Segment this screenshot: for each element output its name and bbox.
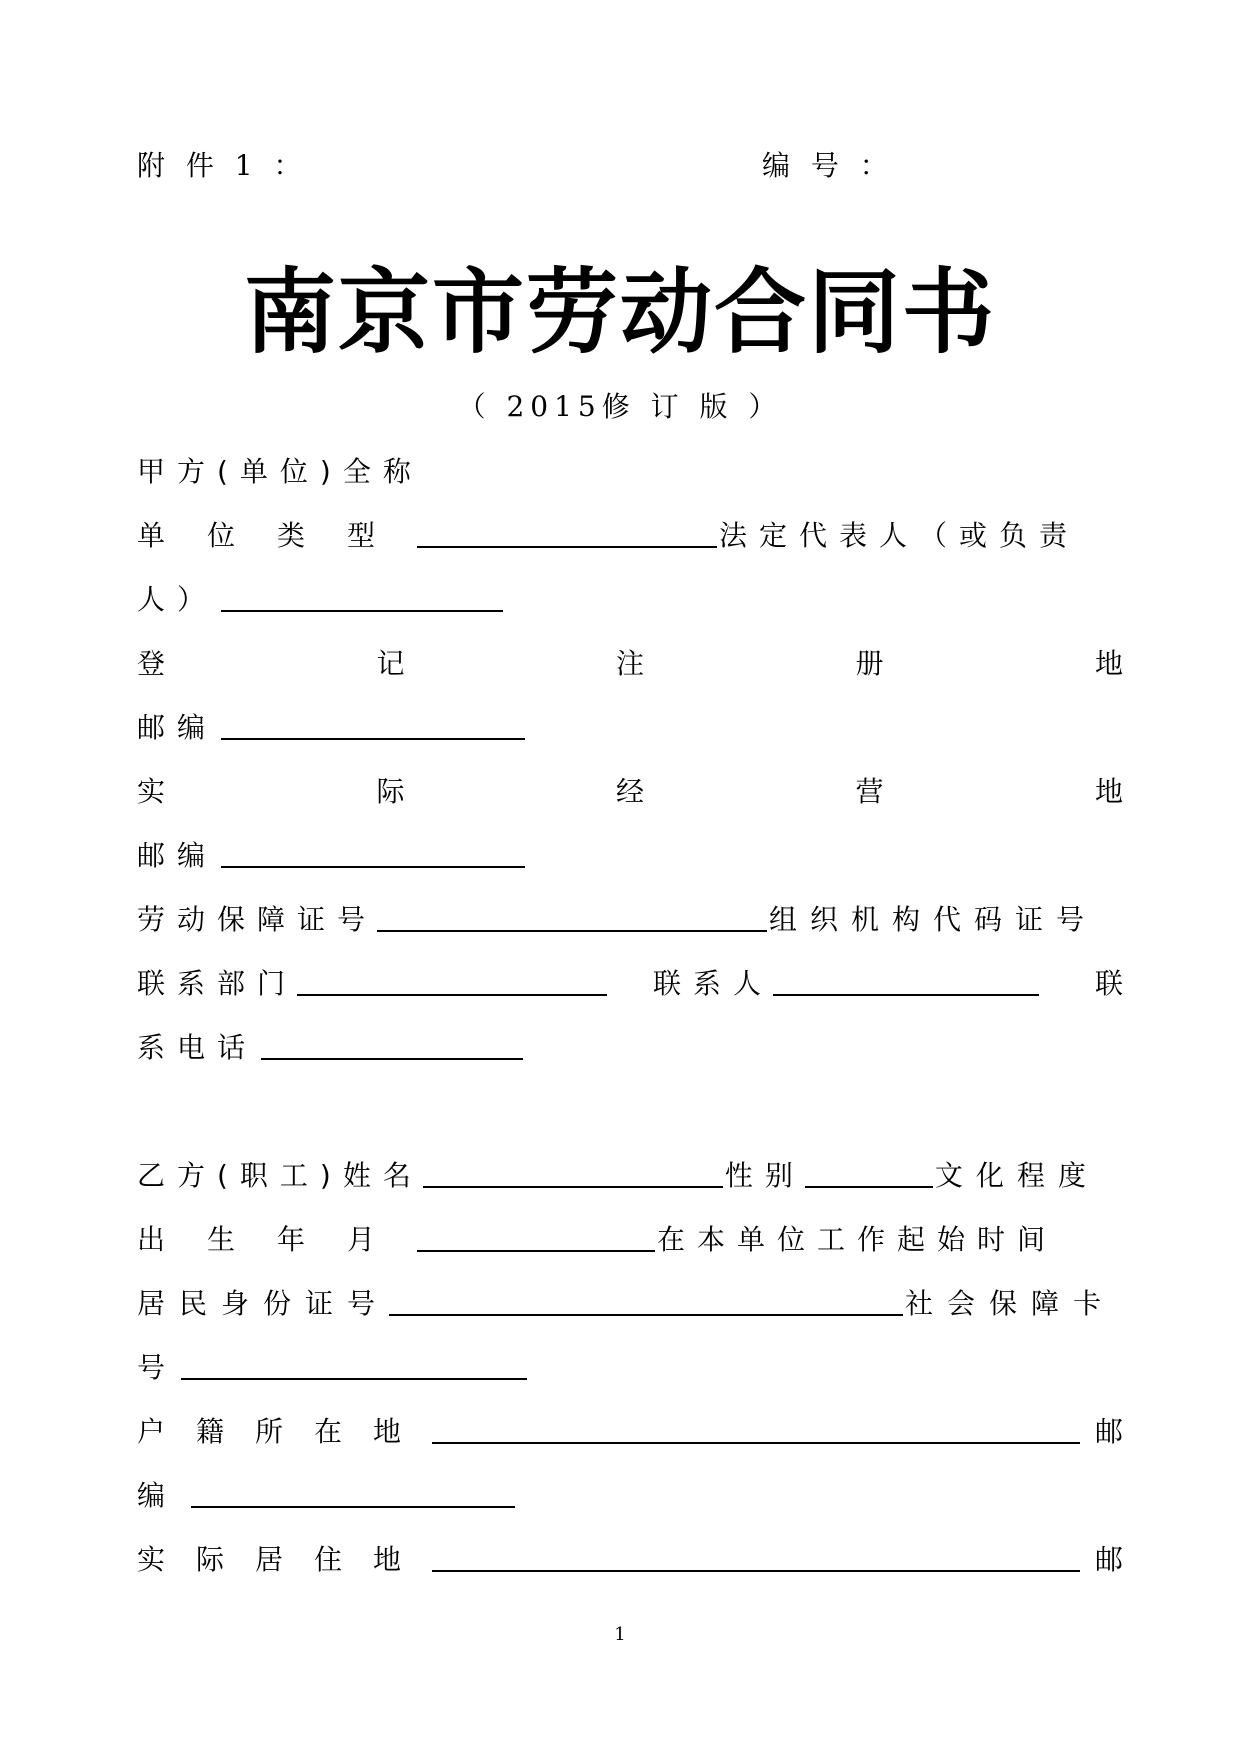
party-b-name-row (137, 1150, 1123, 1194)
social-card-blank[interactable] (181, 1378, 527, 1380)
header-row (137, 140, 1123, 184)
actual-address-char: 经 (615, 775, 644, 808)
unit-type-row (137, 510, 1123, 554)
unit-type-label: 单位类型 (137, 519, 418, 552)
contact-dept-label: 联系部门 (137, 967, 298, 1000)
org-code-label: 组织机构代码证号 (769, 903, 1098, 936)
id-row (137, 1278, 1123, 1322)
residence-postcode-start: 邮 (1094, 1543, 1123, 1576)
number-label: 编 号 ： (762, 149, 894, 182)
id-blank[interactable] (389, 1314, 903, 1316)
social-card-row (137, 1342, 1123, 1386)
household-row (137, 1406, 1123, 1450)
contact-phone-label-start: 联 (1094, 967, 1123, 1000)
reg-address-char: 注 (615, 647, 644, 680)
residence-label: 实际居住地 (137, 1543, 433, 1576)
residence-blank[interactable] (432, 1570, 1080, 1572)
birth-row (137, 1214, 1123, 1258)
postcode-blank-2[interactable] (221, 866, 525, 868)
actual-address-row (137, 766, 1123, 810)
contact-phone-label: 系电话 (137, 1031, 258, 1064)
education-label: 文化程度 (934, 1159, 1099, 1192)
reg-address-char: 记 (376, 647, 405, 680)
birth-label: 出生年月 (137, 1223, 418, 1256)
actual-address-char: 实 (137, 775, 166, 808)
postcode-label-1: 邮编 (137, 711, 218, 744)
attachment-label: 附 件 1 ： (137, 149, 308, 182)
labor-cert-blank[interactable] (377, 930, 767, 932)
actual-address-char: 地 (1094, 775, 1123, 808)
unit-type-blank[interactable] (417, 546, 717, 548)
legal-rep-label-cont: 人） (137, 583, 218, 616)
contact-phone-row (137, 1022, 1123, 1066)
party-b-name-blank[interactable] (423, 1186, 723, 1188)
household-label: 户籍所在地 (137, 1415, 433, 1448)
residence-row (137, 1534, 1123, 1578)
party-b-name-label: 乙方(职工)姓名 (137, 1159, 423, 1192)
household-postcode-blank[interactable] (191, 1506, 515, 1508)
document-title: 南京市劳动合同书 (243, 259, 996, 366)
legal-rep-label: 法定代表人（或负责 (719, 519, 1080, 552)
reg-address-char: 册 (855, 647, 884, 680)
id-label: 居民身份证号 (137, 1287, 390, 1320)
actual-address-char: 际 (376, 775, 405, 808)
legal-rep-blank[interactable] (221, 610, 503, 612)
gender-label: 性别 (724, 1159, 805, 1192)
reg-address-char: 地 (1094, 647, 1123, 680)
start-date-label: 在本单位工作起始时间 (657, 1223, 1058, 1256)
postcode-row-2 (137, 830, 1123, 874)
legal-rep-row (137, 574, 1123, 618)
contact-person-label: 联系人 (653, 967, 774, 1000)
household-postcode-start: 邮 (1094, 1415, 1123, 1448)
postcode-label-2: 邮编 (137, 839, 218, 872)
labor-cert-row (137, 894, 1123, 938)
document-subtitle: （ 2015修 订 版 ） (457, 390, 783, 423)
household-postcode-label: 编 (137, 1479, 178, 1512)
gender-blank[interactable] (805, 1186, 933, 1188)
household-blank[interactable] (432, 1442, 1080, 1444)
contact-dept-blank[interactable] (297, 994, 607, 996)
social-card-label-cont: 号 (137, 1351, 178, 1384)
reg-address-char: 登 (137, 647, 166, 680)
contact-phone-blank[interactable] (261, 1058, 523, 1060)
labor-cert-label: 劳动保障证号 (137, 903, 378, 936)
household-postcode-row (137, 1470, 1123, 1514)
page-number: 1 (614, 1624, 626, 1645)
social-card-label: 社会保障卡 (905, 1287, 1116, 1320)
party-a-full-name-label: 甲方(单位)全称 (137, 455, 423, 488)
reg-address-row (137, 638, 1123, 682)
actual-address-char: 营 (855, 775, 884, 808)
contact-row (137, 958, 1123, 1002)
postcode-row-1 (137, 702, 1123, 746)
contact-person-blank[interactable] (773, 994, 1039, 996)
party-a-name-row (137, 446, 1123, 490)
birth-blank[interactable] (417, 1250, 655, 1252)
postcode-blank-1[interactable] (221, 738, 525, 740)
